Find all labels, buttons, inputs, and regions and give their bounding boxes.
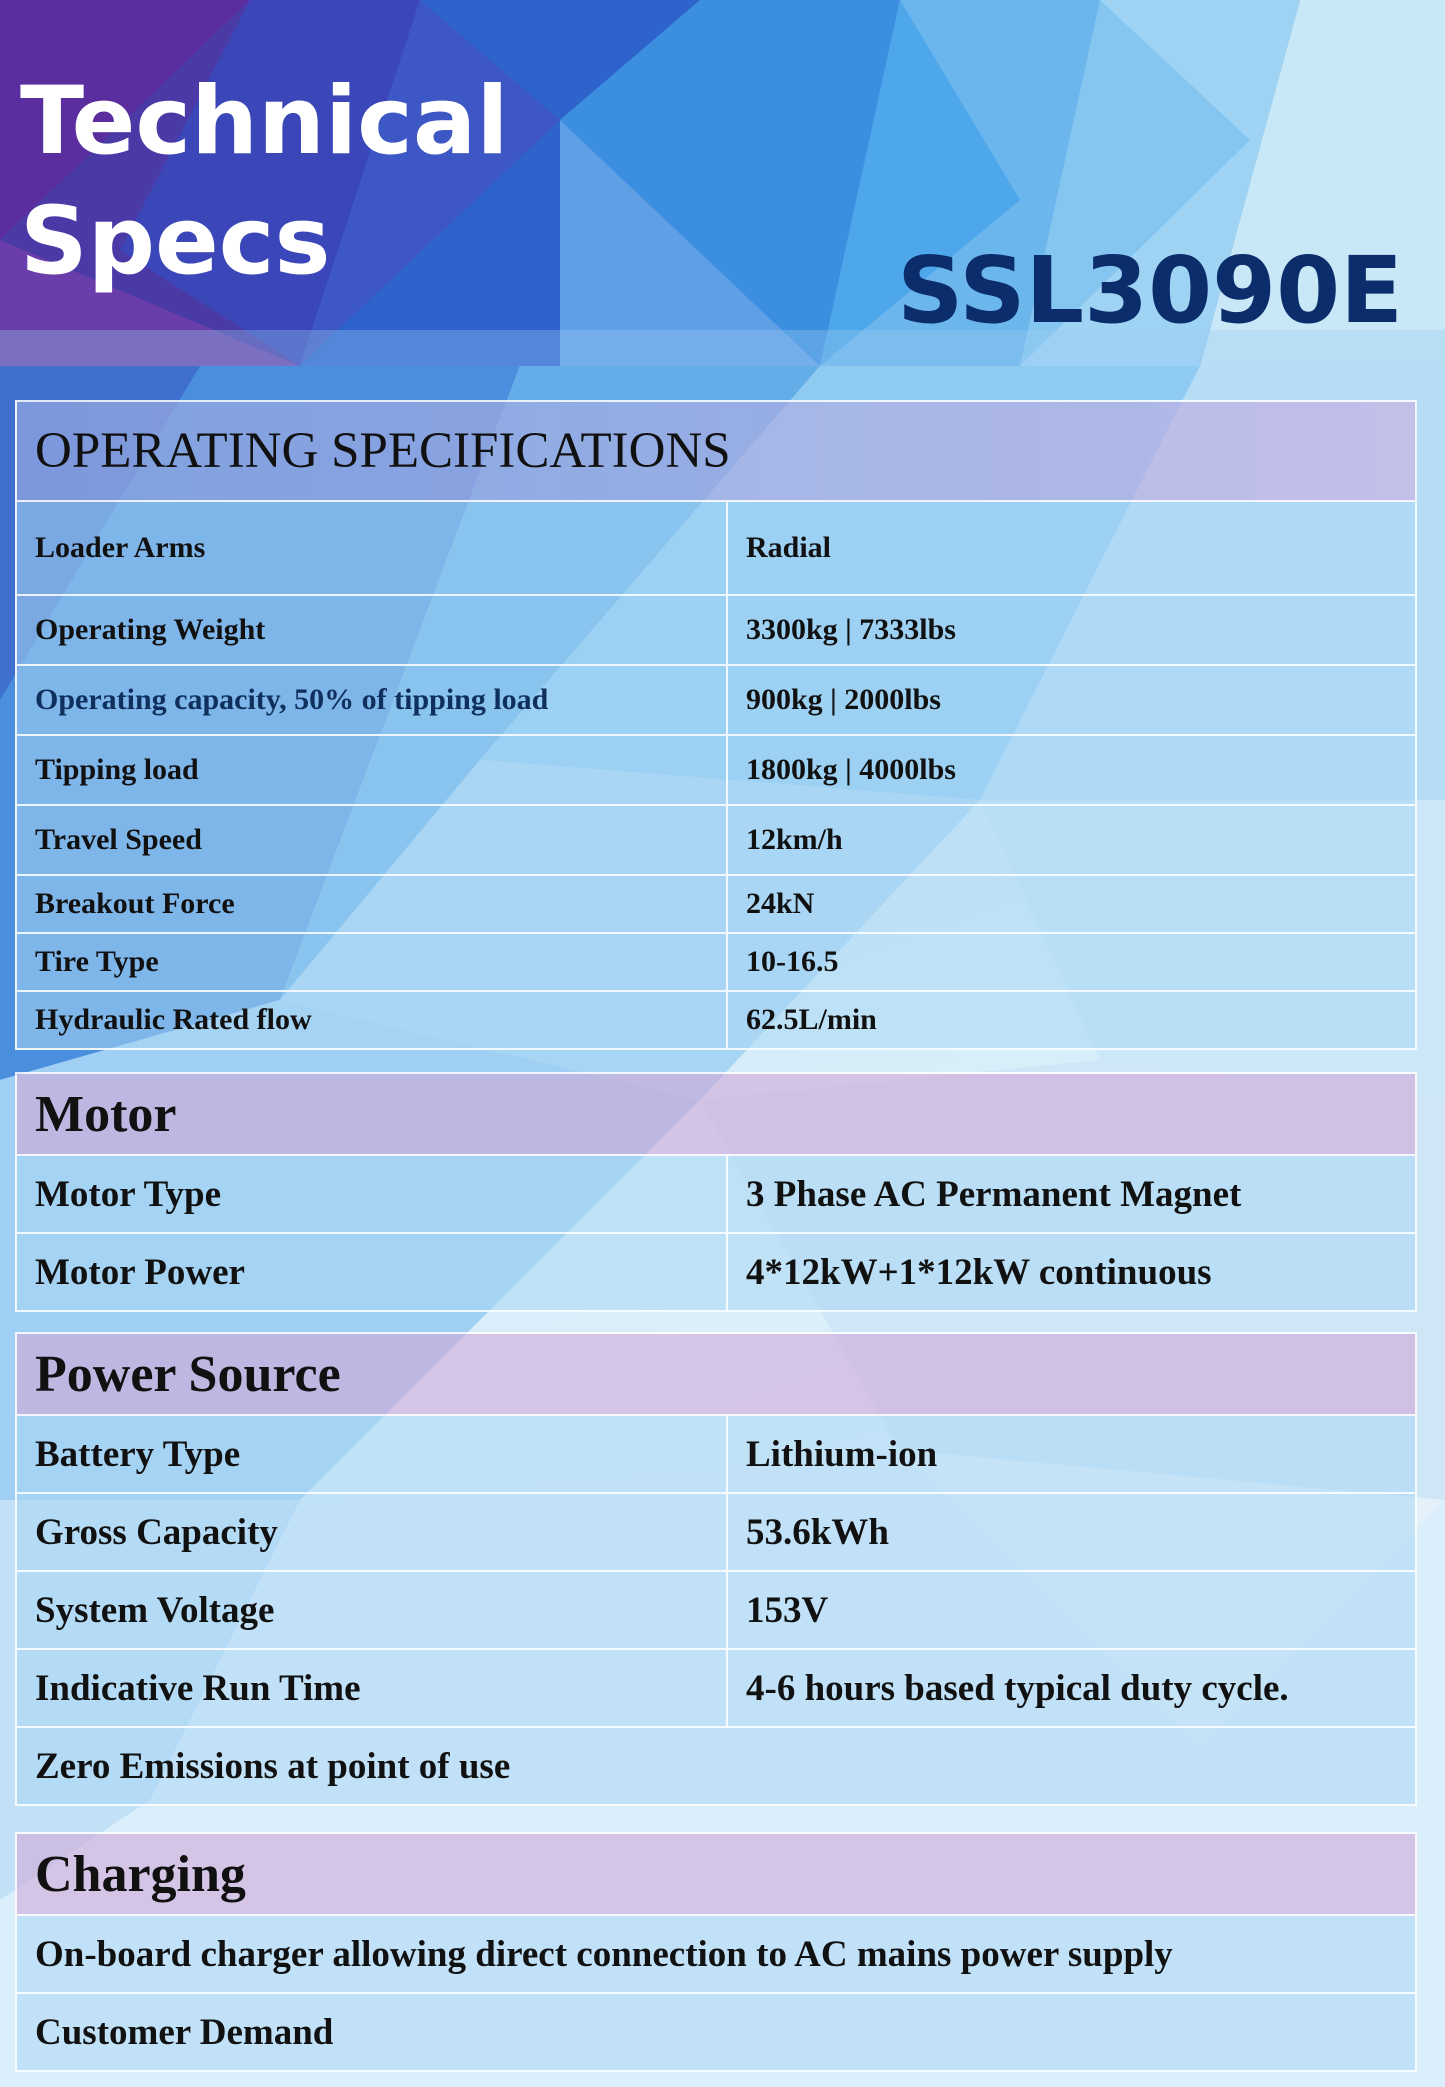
spec-row — [15, 934, 1417, 992]
spec-label: Motor Power — [17, 1234, 728, 1310]
spec-row — [15, 736, 1417, 806]
model-name: SSL3090E — [897, 237, 1403, 344]
spec-label: Gross Capacity — [17, 1494, 728, 1570]
spec-value: 4-6 hours based typical duty cycle. — [746, 1667, 1289, 1709]
spec-note-row — [15, 1994, 1417, 2072]
motor-section — [15, 1072, 1417, 1312]
spec-value: 53.6kWh — [746, 1511, 889, 1553]
charging-heading: Charging — [15, 1834, 1417, 1916]
spec-row — [15, 806, 1417, 876]
spec-label: Operating Weight — [17, 596, 728, 664]
spec-value: 62.5L/min — [746, 1003, 877, 1036]
spec-label: System Voltage — [17, 1572, 728, 1648]
motor-heading: Motor — [15, 1074, 1417, 1156]
power-source-heading: Power Source — [15, 1334, 1417, 1416]
spec-value: 153V — [746, 1589, 829, 1631]
spec-label: Hydraulic Rated flow — [17, 992, 728, 1048]
header-banner — [0, 0, 1445, 366]
spec-value: 4*12kW+1*12kW continuous — [746, 1251, 1212, 1293]
spec-value: 12km/h — [746, 823, 843, 856]
page-title — [20, 62, 509, 302]
charging-customer-demand: Customer Demand — [35, 2011, 334, 2053]
spec-label: Motor Type — [17, 1156, 728, 1232]
spec-label: Battery Type — [17, 1416, 728, 1492]
spec-note-row — [15, 1916, 1417, 1994]
operating-specifications-heading: OPERATING SPECIFICATIONS — [15, 402, 1417, 502]
zero-emissions-note: Zero Emissions at point of use — [35, 1745, 511, 1787]
spec-row — [15, 1416, 1417, 1494]
spec-value: Radial — [746, 531, 832, 564]
spec-row — [15, 502, 1417, 596]
spec-row — [15, 1650, 1417, 1728]
spec-note-row — [15, 1728, 1417, 1806]
operating-specifications-section — [15, 400, 1417, 1050]
power-source-section — [15, 1332, 1417, 1806]
spec-row — [15, 1572, 1417, 1650]
spec-value: 10-16.5 — [746, 945, 839, 978]
charger-description: On-board charger allowing direct connection to AC mains power supply — [35, 1933, 1173, 1975]
spec-label: Indicative Run Time — [17, 1650, 728, 1726]
spec-label: Loader Arms — [17, 502, 728, 594]
spec-label: Operating capacity, 50% of tipping load — [17, 666, 728, 734]
spec-row — [15, 596, 1417, 666]
spec-value: 1800kg | 4000lbs — [746, 753, 956, 786]
spec-row — [15, 1234, 1417, 1312]
spec-value: 900kg | 2000lbs — [746, 683, 941, 716]
spec-value: 3 Phase AC Permanent Magnet — [746, 1173, 1242, 1215]
spec-label: Breakout Force — [17, 876, 728, 932]
charging-section — [15, 1832, 1417, 2072]
spec-value: 3300kg | 7333lbs — [746, 613, 956, 646]
title-line-1: Technical — [20, 67, 509, 176]
spec-label: Tire Type — [17, 934, 728, 990]
spec-label: Tipping load — [17, 736, 728, 804]
spec-row — [15, 1156, 1417, 1234]
spec-row — [15, 876, 1417, 934]
spec-row — [15, 1494, 1417, 1572]
spec-value: Lithium-ion — [746, 1433, 938, 1475]
spec-row — [15, 666, 1417, 736]
spec-row — [15, 992, 1417, 1050]
spec-value: 24kN — [746, 887, 815, 920]
title-line-2: Specs — [20, 187, 331, 296]
spec-label: Travel Speed — [17, 806, 728, 874]
